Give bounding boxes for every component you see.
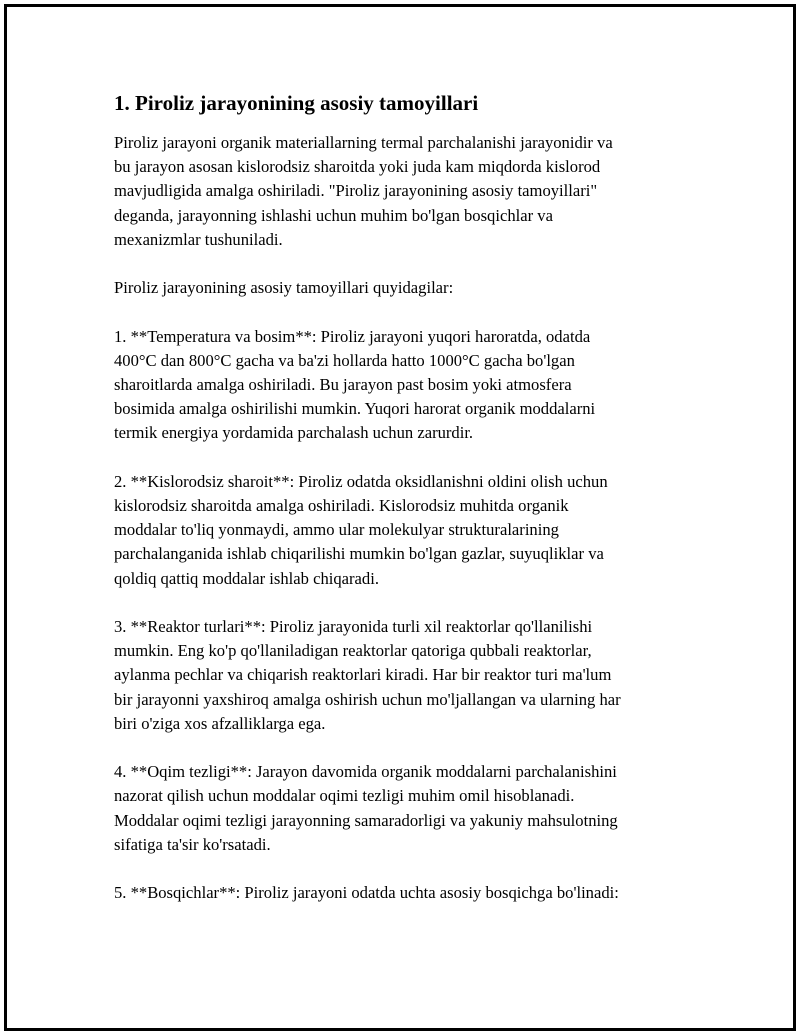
paragraph-item-4 (114, 760, 684, 857)
text-line: parchalanganida ishlab chiqarilishi mumkin bo'lgan gazlar, suyuqliklar va (114, 544, 604, 564)
text-line: bir jarayonni yaxshiroq amalga oshirish uchun mo'ljallangan va ularning har (114, 689, 621, 709)
paragraph-list-intro (114, 276, 684, 300)
text-line: bosimida amalga oshirilishi mumkin. Yuqori harorat organik moddalarni (114, 399, 596, 419)
text-line: bu jarayon asosan kislorodsiz sharoitda yoki juda kam miqdorda kislorod (114, 157, 601, 177)
text-line: nazorat qilish uchun moddalar oqimi tezligi muhim omil hisoblanadi. (114, 786, 575, 806)
text-line: Moddalar oqimi tezligi jarayonning samaradorligi va yakuniy mahsulotning (114, 810, 618, 830)
text-line: Piroliz jarayoni organik materiallarning termal parchalanishi jarayonidir va (114, 133, 613, 152)
paragraph-item-2 (114, 470, 684, 591)
text-line: mavjudligida amalga oshiriladi. "Piroliz jarayonining asosiy tamoyillari" (114, 181, 598, 201)
paragraph-intro (114, 131, 684, 252)
text-line: 3. **Reaktor turlari**: Piroliz jarayonida turli xil reaktorlar qo'llanilishi (114, 617, 593, 636)
text-line: biri o'ziga xos afzalliklarga ega. (114, 713, 326, 733)
text-line: Piroliz jarayonining asosiy tamoyillari quyidagilar: (114, 278, 454, 298)
text-line: termik energiya yordamida parchalash uchun zarurdir. (114, 423, 474, 443)
text-line: sharoitlarda amalga oshiriladi. Bu jarayon past bosim yoki atmosfera (114, 375, 572, 394)
paragraph-item-5 (114, 881, 684, 905)
text-line: mumkin. Eng ko'p qo'llaniladigan reaktorlar qatoriga qubbali reaktorlar, (114, 641, 592, 661)
text-line: sifatiga ta'sir ko'rsatadi. (114, 834, 271, 854)
text-line: 4. **Oqim tezligi**: Jarayon davomida organik moddalarni parchalanishini (114, 762, 617, 782)
text-line: moddalar to'liq yonmaydi, ammo ular molekulyar strukturalarining (114, 520, 559, 540)
paragraph-item-3 (114, 615, 684, 736)
document-title: 1. Piroliz jarayonining asosiy tamoyillari (114, 91, 479, 115)
text-line: mexanizmlar tushuniladi. (114, 229, 283, 249)
document-body (114, 90, 684, 930)
text-line: 5. **Bosqichlar**: Piroliz jarayoni odatda uchta asosiy bosqichga bo'linadi: (114, 883, 619, 903)
text-line: qoldiq qattiq moddalar ishlab chiqaradi. (114, 568, 379, 588)
text-line: kislorodsiz sharoitda amalga oshiriladi. Kislorodsiz muhitda organik (114, 496, 569, 515)
text-line: 400°C dan 800°C gacha va ba'zi hollarda hatto 1000°C gacha bo'lgan (114, 350, 575, 370)
paragraph-item-1 (114, 325, 684, 446)
text-line: 1. **Temperatura va bosim**: Piroliz jarayoni yuqori haroratda, odatda (114, 326, 591, 346)
text-line: 2. **Kislorodsiz sharoit**: Piroliz odatda oksidlanishni oldini olish uchun (114, 471, 608, 491)
text-line: aylanma pechlar va chiqarish reaktorlari kiradi. Har bir reaktor turi ma'lum (114, 665, 612, 685)
text-line: deganda, jarayonning ishlashi uchun muhim bo'lgan bosqichlar va (114, 205, 553, 225)
